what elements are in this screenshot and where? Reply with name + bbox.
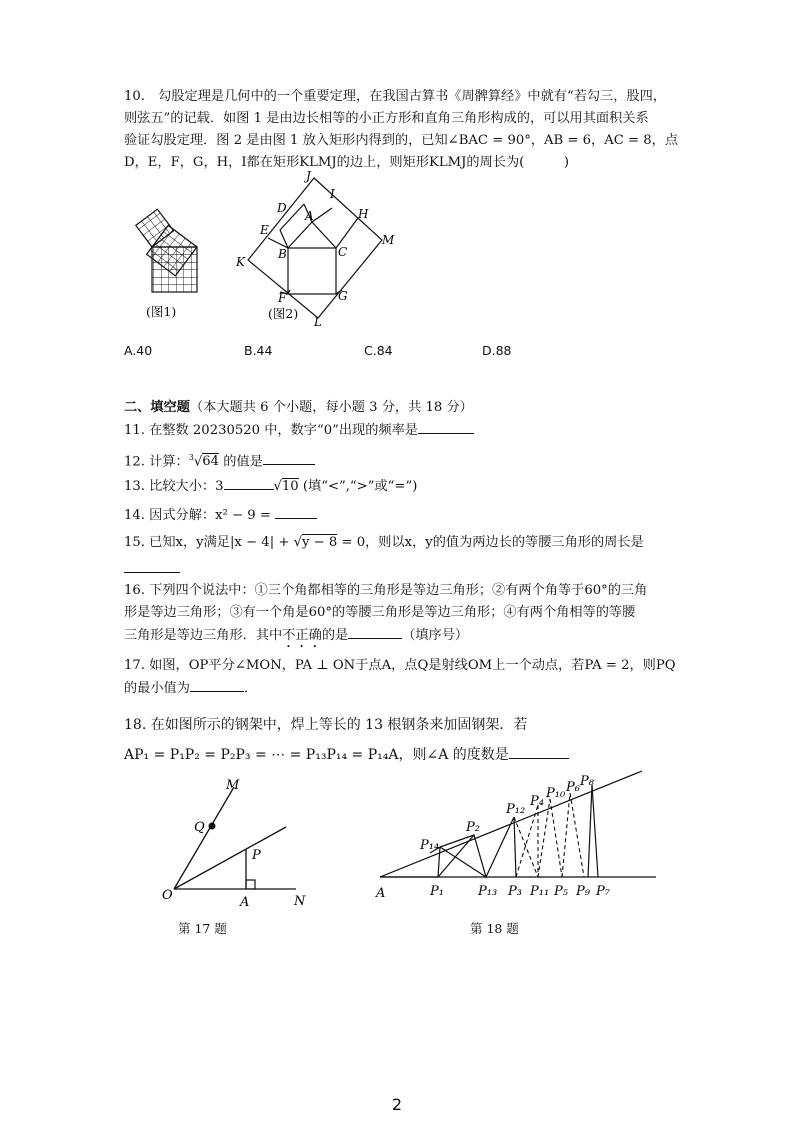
q18-label-p4: P₄ <box>530 794 544 809</box>
q16-line-3 <box>124 624 684 651</box>
q18-label-p8: P₈ <box>580 774 594 789</box>
q18-figure <box>370 765 670 905</box>
q17-label-o: O <box>162 888 173 903</box>
q16-line-2: 形是等边三角形；③有一个角是60°的等腰三角形是等边三角形；④有两个角相等的等腰 <box>124 605 636 620</box>
q14-text: 14. 因式分解：x² − 9 = <box>124 508 276 523</box>
fig2-label-e: E <box>260 223 269 237</box>
q10-figure-2-caption: (图2) <box>268 306 299 321</box>
q17-label-m: M <box>226 778 240 793</box>
q18-label-p3: P₃ <box>508 884 522 899</box>
question-16 <box>124 580 684 651</box>
q18-line-1: 18. 在如图所示的钢架中，焊上等长的 13 根钢条来加固钢架．若 <box>124 717 528 733</box>
q18-label-p1: P₁ <box>430 884 444 899</box>
q18-label-p2: P₂ <box>466 820 480 835</box>
q15-radicand: y − 8 <box>301 535 338 550</box>
fig2-label-b: B <box>278 247 287 261</box>
q12-pre: 12. 计算： <box>124 454 189 470</box>
q17-point-q <box>209 823 216 830</box>
q10-line-4: D，E，F，G，H，I都在矩形KLMJ的边上，则矩形KLMJ的周长为( ) <box>124 155 569 170</box>
q12-post: 的值是 <box>219 454 263 470</box>
fig2-label-a: A <box>305 209 314 223</box>
q17-line-2 <box>124 677 684 700</box>
q18-label-p6: P₆ <box>566 780 580 795</box>
q17-line-2a: 的最小值为 <box>124 681 190 696</box>
q10-line-2: 则弦五”的记载．如图 1 是由边长相等的小正方形和直角三角形构成的，可以用其面积关系 <box>124 111 649 126</box>
fig2-label-g: G <box>338 289 348 303</box>
q18-label-p10: P₁₀ <box>546 786 566 801</box>
q13-pre: 13. 比较大小：3 <box>124 479 224 494</box>
q18-label-p11: P₁₁ <box>530 884 550 899</box>
q10-figure-2 <box>230 168 400 328</box>
page-number: 2 <box>391 1095 403 1114</box>
q16-line-3d: （填序号） <box>402 628 469 643</box>
q12-answer-blank[interactable] <box>263 450 315 465</box>
question-11 <box>124 419 684 442</box>
q17-label-p: P <box>252 848 261 863</box>
q10-figure-1 <box>124 195 224 295</box>
fig2-label-m: M <box>382 233 395 247</box>
q17-label-n: N <box>294 894 306 909</box>
q11-text: 11. 在整数 20230520 中，数字“0”出现的频率是 <box>124 423 418 438</box>
radical-icon: √ <box>293 535 302 550</box>
q18-label-p14: P₁₄ <box>420 838 440 853</box>
q17-figure <box>160 775 320 910</box>
q18-label-p7: P₇ <box>596 884 610 899</box>
q16-line-3a: 三角形是等边三角形．其中 <box>124 628 283 643</box>
question-15 <box>124 532 684 581</box>
q10-line-1: 10. 勾股定理是几何中的一个重要定理，在我国古算书《周髀算经》中就有“若勾三，股四， <box>124 89 667 104</box>
q18-line-2-text: AP₁ = P₁P₂ = P₂P₃ = ⋯ = P₁₃P₁₄ = P₁₄A，则∠A 的度数是 <box>124 747 509 763</box>
radical-icon: √ <box>193 454 203 470</box>
q15-line-2 <box>124 558 684 581</box>
q12-radicand: 64 <box>202 454 220 470</box>
question-14 <box>124 504 684 527</box>
q18-answer-blank[interactable] <box>509 744 569 759</box>
section-2-note: （本大题共 6 个小题，每小题 3 分，共 18 分） <box>189 400 473 415</box>
fig2-label-h: H <box>358 207 369 221</box>
q12-root-index: 3 <box>188 453 194 462</box>
q17-answer-blank[interactable] <box>190 677 244 692</box>
q13-post: (填“<”,“>”或“=”) <box>298 479 418 494</box>
q17-label-q: Q <box>194 820 205 835</box>
q15-line-1 <box>124 532 684 554</box>
fig2-label-d: D <box>277 201 287 215</box>
q11-answer-blank[interactable] <box>418 419 474 434</box>
question-13 <box>124 475 684 498</box>
q18-label-a: A <box>376 886 386 901</box>
q10-figure-1-caption: (图1) <box>146 304 177 319</box>
section-2-header <box>124 397 684 419</box>
fig2-label-k: K <box>236 255 245 269</box>
question-17 <box>124 655 684 700</box>
q10-option-a[interactable]: A.40 <box>124 343 153 358</box>
q10-option-c[interactable]: C.84 <box>364 343 393 358</box>
q13-answer-blank[interactable] <box>224 475 274 490</box>
q15-answer-blank[interactable] <box>124 558 180 573</box>
q18-label-p5: P₅ <box>554 884 568 899</box>
q13-radicand: 10 <box>281 479 299 494</box>
q16-line-1: 16. 下列四个说法中：①三个角都相等的三角形是等边三角形；②有两个角等于60°的三角 <box>124 583 648 598</box>
q17-caption: 第 17 题 <box>178 921 227 936</box>
q18-label-p12: P₁₂ <box>506 802 526 817</box>
q16-line-3c: 的是 <box>321 628 349 643</box>
q17-line-1: 17. 如图，OP平分∠MON，PA ⊥ ON于点A，点Q是射线OM上一个动点，若PA = 2，则PQ <box>124 658 676 673</box>
q17-line-2b: ． <box>243 681 258 696</box>
q18-caption: 第 18 题 <box>470 921 519 936</box>
question-12 <box>124 447 684 473</box>
q16-answer-blank[interactable] <box>348 624 402 639</box>
q10-option-d[interactable]: D.88 <box>482 343 512 358</box>
fig2-label-l: L <box>314 315 322 329</box>
fig2-label-c: C <box>338 245 348 259</box>
q16-emphasis: 不正确 <box>282 628 322 643</box>
fig2-label-f: F <box>278 291 287 305</box>
q18-label-p9: P₉ <box>576 884 590 899</box>
q15-post: = 0，则以x，y的值为两边长的等腰三角形的周长是 <box>337 535 644 550</box>
fig2-label-i: I <box>330 187 335 201</box>
radical-icon: √ <box>273 479 282 494</box>
question-18 <box>124 710 684 770</box>
section-2-heading: 二、填空题 <box>124 400 190 415</box>
question-10 <box>124 86 684 174</box>
q10-option-b[interactable]: B.44 <box>244 343 273 358</box>
q17-label-a: A <box>240 895 250 910</box>
q15-pre: 15. 已知x，y满足|x − 4| + <box>124 535 294 550</box>
fig2-label-j: J <box>306 169 311 183</box>
q14-answer-blank[interactable] <box>275 504 317 519</box>
q18-label-p13: P₁₃ <box>478 884 498 899</box>
q10-line-3: 验证勾股定理．图 2 是由图 1 放入矩形内得到的，已知∠BAC = 90°，AB = 6，AC = 8，点 <box>124 133 679 148</box>
